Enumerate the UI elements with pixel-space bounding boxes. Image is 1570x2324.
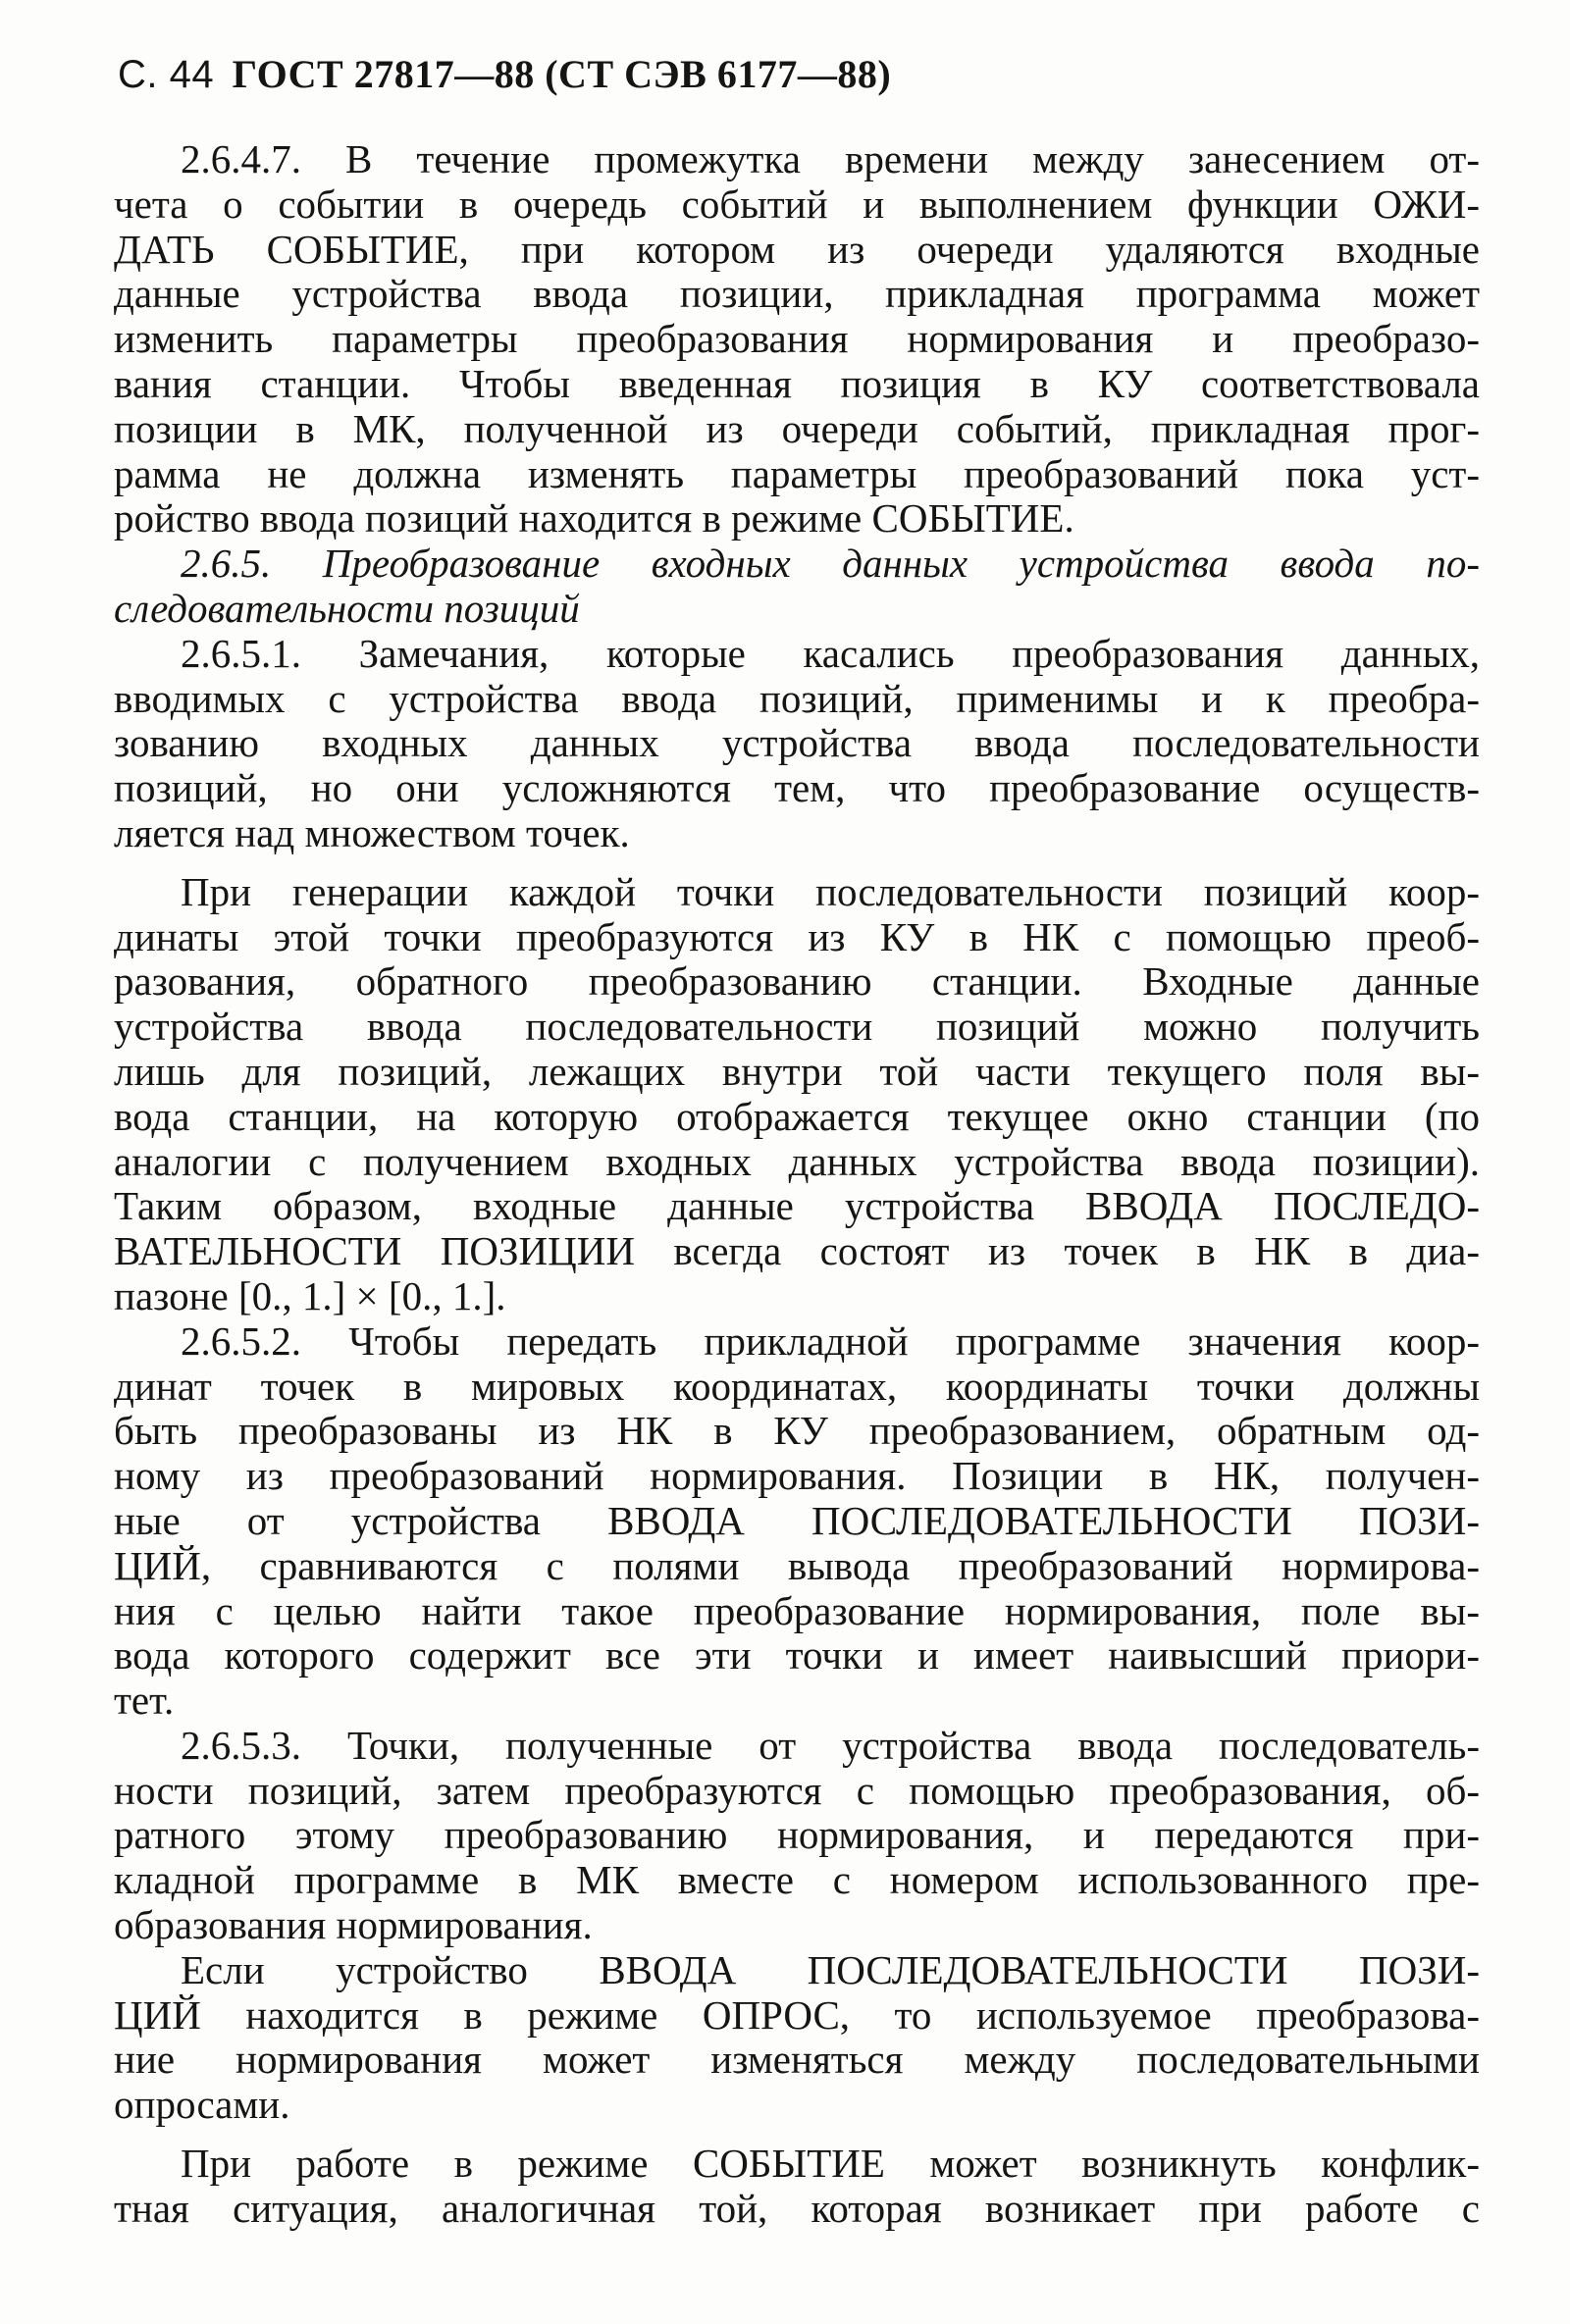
text-line: тет.: [114, 1678, 175, 1724]
paragraph-2-6-5-1-continued: [114, 870, 1480, 1319]
paragraph-2-6-5-3-poll-mode: [114, 1948, 1480, 2128]
text-line: данные устройства ввода позиции, прикладная программа может: [114, 271, 1480, 317]
text-line: вводимых с устройства ввода позиций, применимы и к преобра-: [114, 675, 1480, 721]
text-line: вания станции. Чтобы введенная позиция в КУ соответствовала: [114, 360, 1480, 406]
text-line: динат точек в мировых координатах, координаты точки должны: [114, 1363, 1480, 1409]
standard-designation: ГОСТ 27817—88 (СТ СЭВ 6177—88): [232, 52, 892, 96]
text-line: аналогии с получением входных данных устройства ввода позиции).: [114, 1138, 1480, 1184]
text-line: Если устройство ВВОДА ПОСЛЕДОВАТЕЛЬНОСТИ ПОЗИ-: [181, 1946, 1480, 1992]
text-line: устройства ввода последовательности позиций можно получить: [114, 1004, 1480, 1050]
text-line: Таким образом, входные данные устройства ВВОДА ПОСЛЕДО-: [114, 1183, 1480, 1229]
page-header: [118, 51, 891, 98]
page-number: С. 44: [118, 53, 215, 96]
text-line: ЦИЙ, сравниваются с полями вывода преобразований нормирова-: [114, 1542, 1480, 1588]
text-line: быть преобразованы из НК в КУ преобразованием, обратным од-: [114, 1408, 1480, 1454]
text-line: ратного этому преобразованию нормирования, и передаются при-: [114, 1812, 1480, 1858]
text-line: позиций, но они усложняются тем, что преобразование осуществ-: [114, 765, 1480, 811]
text-line: При работе в режиме СОБЫТИЕ может возникнуть конфлик-: [181, 2141, 1480, 2187]
text-line: лишь для позиций, лежащих внутри той части текущего поля вы-: [114, 1048, 1480, 1094]
text-line: ДАТЬ СОБЫТИЕ, при котором из очереди удаляются входные: [114, 226, 1480, 272]
text-line: ности позиций, затем преобразуются с помощью преобразования, об-: [114, 1767, 1480, 1813]
paragraph-2-6-4-7: [114, 137, 1480, 542]
section-heading-2-6-5: [114, 542, 1480, 632]
text-line: опросами.: [114, 2082, 290, 2128]
text-line: ные от устройства ВВОДА ПОСЛЕДОВАТЕЛЬНОСТИ ПОЗИ-: [114, 1497, 1480, 1543]
text-line: 2.6.5.2. Чтобы передать прикладной программе значения коор-: [181, 1317, 1480, 1364]
text-line: При генерации каждой точки последовательности позиций коор-: [181, 868, 1480, 914]
text-line: 2.6.5.3. Точки, полученные от устройства ввода последователь-: [181, 1722, 1480, 1768]
text-line: кладной программе в МК вместе с номером использованного пре-: [114, 1857, 1480, 1903]
heading-line: 2.6.5. Преобразование входных данных устройства ввода по-: [181, 541, 1480, 587]
text-line: образования нормирования.: [114, 1902, 593, 1948]
paragraph-2-6-5-3-event-mode: [114, 2142, 1480, 2232]
paragraph-gap: [114, 2128, 1480, 2142]
text-line: позиции в МК, полученной из очереди событий, прикладная прог-: [114, 405, 1480, 451]
text-line: тная ситуация, аналогичная той, которая возникает при работе с: [114, 2185, 1480, 2231]
paragraph-2-6-5-2: [114, 1319, 1480, 1724]
text-line: вода которого содержит все эти точки и имеет наивысший приори-: [114, 1632, 1480, 1678]
text-line: 2.6.4.7. В течение промежутка времени между занесением от-: [181, 136, 1480, 181]
text-line: ляется над множеством точек.: [114, 809, 630, 855]
heading-line: следовательности позиций: [114, 585, 580, 631]
text-line: ВАТЕЛЬНОСТИ ПОЗИЦИИ всегда состоят из точек в НК в диа-: [114, 1228, 1480, 1274]
text-line: ние нормирования может изменяться между последовательными: [114, 2037, 1480, 2083]
text-line: зованию входных данных устройства ввода последовательности: [114, 720, 1480, 766]
paragraph-gap: [114, 856, 1480, 870]
text-line: вода станции, на которую отображается текущее окно станции (по: [114, 1093, 1480, 1139]
paragraph-2-6-5-1: [114, 632, 1480, 856]
text-line: ЦИЙ находится в режиме ОПРОС, то используемое преобразова-: [114, 1991, 1480, 2038]
text-line: ройство ввода позиций находится в режиме СОБЫТИЕ.: [114, 495, 1074, 542]
text-line: ния с целью найти такое преобразование нормирования, поле вы-: [114, 1587, 1480, 1633]
text-line: 2.6.5.1. Замечания, которые касались преобразования данных,: [181, 630, 1480, 676]
paragraph-2-6-5-3: [114, 1724, 1480, 1948]
text-line: рамма не должна изменять параметры преобразований пока уст-: [114, 450, 1480, 496]
text-line: пазоне [0., 1.] × [0., 1.].: [114, 1272, 506, 1318]
text-line: чета о событии в очередь событий и выполнением функции ОЖИ-: [114, 181, 1480, 227]
text-line: изменить параметры преобразования нормирования и преобразо-: [114, 316, 1480, 362]
text-line: ному из преобразований нормирования. Позиции в НК, получен-: [114, 1453, 1480, 1499]
document-body: [114, 137, 1480, 2232]
text-line: разования, обратного преобразованию станции. Входные данные: [114, 958, 1480, 1005]
text-line: динаты этой точки преобразуются из КУ в НК с помощью преоб-: [114, 913, 1480, 959]
